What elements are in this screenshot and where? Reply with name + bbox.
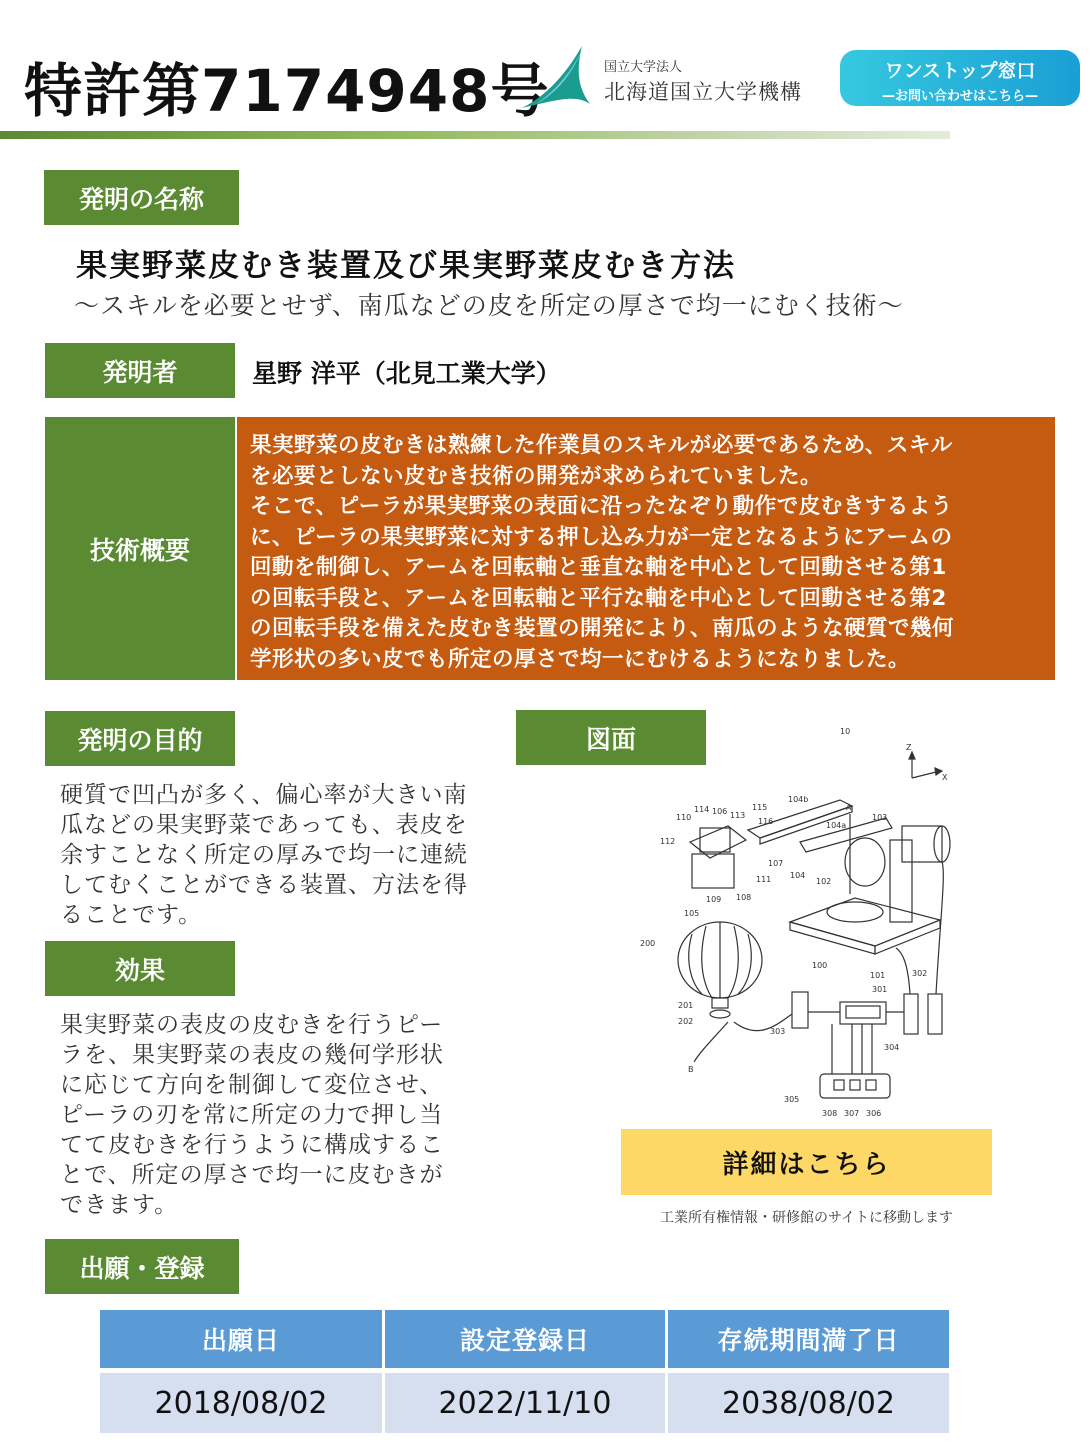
figure-label: A — [846, 803, 852, 812]
effect-line: に応じて方向を制御して変位させ、 — [60, 1072, 444, 1098]
patent-drawing — [640, 722, 970, 1122]
figure-label: 114 — [694, 805, 710, 814]
effect-line: ラを、果実野菜の表皮の幾何学形状 — [60, 1042, 444, 1068]
figure-label: 308 — [822, 1109, 838, 1118]
purpose-line: 余すことなく所定の厚みで均一に連続 — [60, 842, 468, 868]
figure-label: 103 — [872, 813, 888, 822]
table-cell-registration-date: 2022/11/10 — [385, 1373, 665, 1433]
summary-line: の回転手段を備えた皮むき装置の開発により、南瓜のような硬質で幾何 — [250, 616, 955, 641]
summary-line: を必要としない皮むき技術の開発が求められていました。 — [250, 463, 823, 489]
section-label-inventor: 発明者 — [45, 343, 235, 398]
patent-number: 特許第7174948号 — [24, 57, 550, 125]
section-label-summary: 技術概要 — [45, 417, 235, 680]
table-cell-filing-date: 2018/08/02 — [100, 1373, 382, 1433]
figure-label: 111 — [756, 875, 772, 884]
onestop-title: ワンストップ窓口 — [884, 60, 1036, 82]
invention-subtitle: ～スキルを必要とせず、南瓜などの皮を所定の厚さで均一にむく技術～ — [74, 291, 904, 320]
figure-label: 100 — [812, 961, 828, 970]
purpose-line: 硬質で凹凸が多く、偏心率が大きい南 — [60, 782, 468, 808]
section-label-filing: 出願・登録 — [45, 1239, 239, 1294]
org-type: 国立大学法人 — [604, 60, 683, 75]
figure-label: 304 — [884, 1043, 900, 1052]
invention-title: 果実野菜皮むき装置及び果実野菜皮むき方法 — [76, 248, 736, 284]
figure-label: 101 — [870, 971, 886, 980]
summary-text — [250, 431, 1045, 675]
section-label-purpose: 発明の目的 — [45, 711, 235, 766]
university-logo-icon — [516, 44, 596, 112]
table-cell-expiry-date: 2038/08/02 — [668, 1373, 949, 1433]
effect-line: 果実野菜の表皮の皮むきを行うピー — [60, 1012, 444, 1038]
summary-line: 果実野菜の皮むきは熟練した作業員のスキルが必要であるため、スキル — [250, 433, 953, 458]
summary-line: 学形状の多い皮でも所定の厚さで均一にむけるようになりました。 — [250, 646, 911, 672]
figure-label: 202 — [678, 1017, 694, 1026]
section-label-figure: 図面 — [516, 710, 706, 765]
figure-label: 10 — [840, 727, 851, 736]
figure-label: 307 — [844, 1109, 860, 1118]
summary-line: 回動を制御し、アームを回転軸と垂直な軸を中心として回動させる第1 — [250, 555, 947, 580]
details-button[interactable]: 詳細はこちら — [621, 1129, 992, 1195]
effect-line: とで、所定の厚さで均一に皮むきが — [60, 1162, 444, 1188]
figure-label: 108 — [736, 893, 752, 902]
purpose-text — [60, 780, 490, 930]
purpose-line: ることです。 — [60, 902, 203, 928]
figure-label: 306 — [866, 1109, 882, 1118]
figure-label: 302 — [912, 969, 928, 978]
figure-label: 112 — [660, 837, 676, 846]
org-name: 北海道国立大学機構 — [604, 80, 802, 104]
section-label-effect: 効果 — [45, 941, 235, 996]
figure-label: 200 — [640, 939, 656, 948]
summary-line: に、ピーラの果実野菜に対する押し込み力が一定となるようにアームの — [250, 524, 953, 550]
effect-text — [60, 1010, 490, 1220]
effect-line: ピーラの刃を常に所定の力で押し当 — [60, 1102, 444, 1128]
figure-label: 104b — [788, 795, 809, 804]
figure-label: 305 — [784, 1095, 800, 1104]
effect-line: できます。 — [60, 1192, 179, 1218]
summary-line: そこで、ピーラが果実野菜の表面に沿ったなぞり動作で皮むきするよう — [250, 494, 953, 519]
figure-label: 105 — [684, 909, 700, 918]
onestop-contact-button[interactable] — [840, 50, 1080, 106]
details-note: 工業所有権情報・研修館のサイトに移動します — [659, 1210, 954, 1226]
figure-label: 107 — [768, 859, 784, 868]
figure-label: 106 — [712, 807, 728, 816]
figure-label: 110 — [676, 813, 692, 822]
section-label-name: 発明の名称 — [44, 170, 239, 225]
effect-line: てて皮むきを行うように構成するこ — [60, 1132, 444, 1158]
figure-label: 113 — [730, 811, 746, 820]
figure-label: 116 — [758, 817, 774, 826]
header-divider — [0, 131, 950, 139]
figure-label: 104 — [790, 871, 806, 880]
table-header-registration-date: 設定登録日 — [385, 1310, 665, 1368]
purpose-line: 瓜などの果実野菜であっても、表皮を — [60, 812, 468, 838]
figure-label: 303 — [770, 1027, 786, 1036]
table-header-filing-date: 出願日 — [100, 1310, 382, 1368]
figure-label: Z — [906, 743, 912, 752]
figure-label: 104a — [826, 821, 847, 830]
inventor-name: 星野 洋平（北見工業大学） — [252, 359, 561, 388]
summary-line: の回転手段と、アームを回転軸と平行な軸を中心として回動させる第2 — [250, 585, 947, 611]
figure-label: 102 — [816, 877, 832, 886]
figure-label: 109 — [706, 895, 722, 904]
figure-label: X — [942, 773, 948, 782]
purpose-line: してむくことができる装置、方法を得 — [60, 872, 468, 898]
figure-label: B — [688, 1065, 694, 1074]
figure-label: 115 — [752, 803, 768, 812]
figure-label: 201 — [678, 1001, 694, 1010]
onestop-subtitle: —お問い合わせはこちら— — [881, 89, 1038, 104]
table-header-expiry-date: 存続期間満了日 — [668, 1310, 949, 1368]
figure-label: 301 — [872, 985, 888, 994]
